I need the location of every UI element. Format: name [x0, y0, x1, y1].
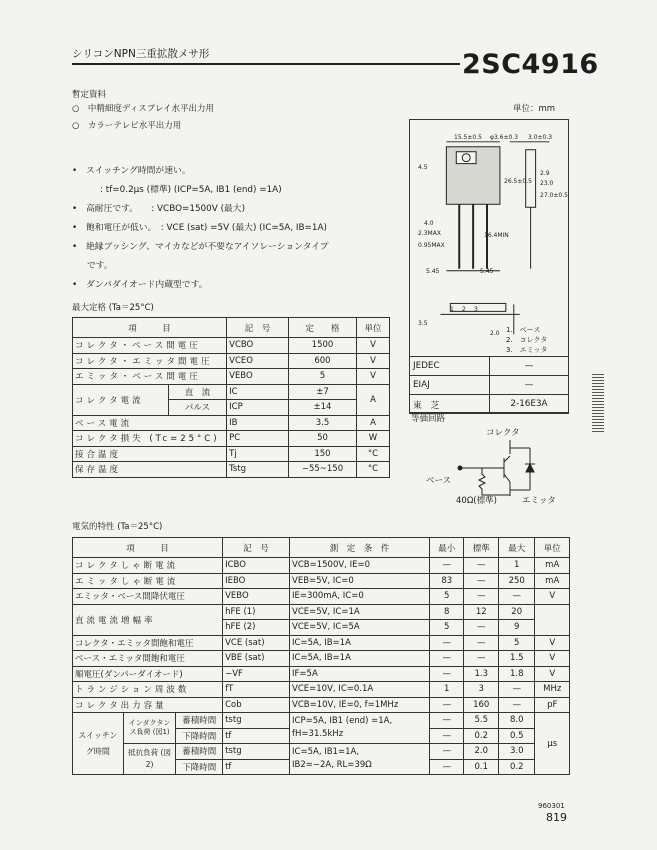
table-cell: 3	[464, 682, 498, 698]
table-row	[73, 651, 570, 667]
table-cell: コレクタ・ベース間電圧	[73, 338, 227, 354]
table-cell: 8.0	[498, 713, 535, 729]
base-label: ベース	[426, 476, 452, 486]
table-cell: —	[464, 620, 498, 636]
table-cell: インダクタンス負荷 (図1)	[123, 713, 176, 744]
table-cell: 蓄積時間	[176, 744, 223, 760]
dim-label: 5.45	[480, 268, 494, 275]
feature-item: • ダンパダイオード内蔵型です。	[72, 280, 208, 290]
date-code: 960301	[538, 802, 565, 810]
margin-index-mark	[592, 372, 604, 432]
table-cell: エミッタしゃ断電流	[73, 573, 223, 589]
table-cell: エミッタ・ベース間降伏電圧	[73, 589, 223, 605]
table-cell: IB	[227, 415, 289, 431]
table-cell: VCE (sat)	[223, 635, 290, 651]
table-cell: 5	[430, 620, 464, 636]
table-cell: 直流電流増幅率	[73, 604, 223, 635]
table-row	[73, 697, 570, 713]
table-header-row	[73, 538, 570, 558]
table-cell: —	[430, 558, 464, 574]
table-cell: 順電圧(ダンパーダイオード)	[73, 666, 223, 682]
table-cell: 600	[288, 353, 356, 369]
table-cell: VCE=5V, IC=5A	[290, 620, 430, 636]
table-cell: —	[430, 713, 464, 729]
table-cell: —	[498, 682, 535, 698]
dim-label: 16.4MIN	[484, 232, 509, 239]
device-category: シリコンNPN三重拡散メサ形	[72, 48, 210, 60]
table-cell: EIAJ	[410, 376, 490, 395]
table-cell: トランジション周波数	[73, 682, 223, 698]
table-cell: V	[535, 666, 570, 682]
table-row	[73, 604, 570, 620]
table-cell: エミッタ・ベース間電圧	[73, 369, 227, 385]
part-number: 2SC4916	[462, 49, 599, 80]
table-cell: 5	[288, 369, 356, 385]
condition-line: ICP=5A, IB1 (end) =1A,	[292, 716, 393, 726]
table-cell: −VF	[223, 666, 290, 682]
collector-label: コレクタ	[486, 428, 520, 438]
table-cell: —	[430, 728, 464, 744]
table-cell: 1	[430, 682, 464, 698]
table-row	[73, 338, 390, 354]
dim-label: 3.0±0.3	[528, 134, 553, 141]
table-cell: ±7	[288, 384, 356, 400]
table-row	[410, 395, 569, 414]
table-row	[73, 353, 390, 369]
table-cell: 東 芝	[410, 395, 490, 414]
pin-number: 1	[450, 306, 454, 313]
dim-label: 5.45	[426, 268, 440, 275]
table-cell: °C	[356, 462, 389, 478]
table-cell: 蓄積時間	[176, 713, 223, 729]
feature-item: • スイッチング時間が速い。	[72, 166, 191, 176]
table-cell: 5	[498, 635, 535, 651]
table-row	[73, 713, 570, 729]
table-row	[73, 415, 390, 431]
table-cell: 160	[464, 697, 498, 713]
dim-label: 27.0±0.5	[540, 192, 568, 199]
col-header: 標準	[464, 538, 498, 558]
table-cell: —	[430, 666, 464, 682]
application-2: ○ カラーテレビ水平出力用	[72, 121, 182, 131]
table-cell: 直 流	[168, 384, 226, 400]
feature-item: • 絶縁ブッシング、マイカなどが不要なアイソレーションタイプ	[72, 242, 329, 252]
feature-item: • 飽和電圧が低い。 : VCE (sat) =5V (最大) (IC=5A, IB=1A)	[72, 223, 327, 233]
table-cell: 150	[288, 446, 356, 462]
table-cell: V	[356, 338, 389, 354]
table-cell: V	[356, 369, 389, 385]
table-cell: 抵抗負荷 (図2)	[123, 744, 176, 775]
dim-label: 2.3MAX	[418, 230, 441, 237]
table-cell: Tj	[227, 446, 289, 462]
table-cell: ベース・エミッタ間飽和電圧	[73, 651, 223, 667]
application-1: ○ 中精細度ディスプレイ水平出力用	[72, 104, 214, 114]
table-cell: 3.5	[288, 415, 356, 431]
table-cell: 8	[430, 604, 464, 620]
dim-label: φ3.6±0.3	[490, 134, 519, 141]
equivalent-circuit-title: 等価回路	[411, 414, 446, 424]
table-cell: VEBO	[227, 369, 289, 385]
emitter-label: エミッタ	[522, 496, 556, 506]
table-cell: 2.0	[464, 744, 498, 760]
table-cell: VBE (sat)	[223, 651, 290, 667]
dim-label: 2.9	[540, 170, 550, 177]
table-cell: ICP	[227, 400, 289, 416]
header-rule	[72, 63, 460, 65]
table-cell: 2-16E3A	[490, 395, 569, 414]
table-cell: —	[498, 589, 535, 605]
table-cell: Tstg	[227, 462, 289, 478]
electrical-title: 電気的特性 (Ta＝25°C)	[72, 522, 163, 532]
table-cell: tf	[223, 728, 290, 744]
table-cell: 50	[288, 431, 356, 447]
table-cell: ±14	[288, 400, 356, 416]
table-cell	[535, 604, 570, 635]
table-cell: 1.3	[464, 666, 498, 682]
col-header: 最小	[430, 538, 464, 558]
table-cell: コレクタ電流	[73, 384, 169, 415]
dim-label: 3.5	[418, 320, 428, 327]
col-header: 項 目	[73, 318, 227, 338]
feature-item: • 高耐圧です。 : VCBO=1500V (最大)	[72, 204, 246, 214]
pin-label: 1. ベース	[506, 326, 541, 334]
table-cell: —	[464, 651, 498, 667]
table-cell: VEB=5V, IC=0	[290, 573, 430, 589]
resistor-label: 40Ω(標準)	[456, 496, 497, 506]
col-header: 記 号	[223, 538, 290, 558]
table-cell: 3.0	[498, 744, 535, 760]
table-cell: 下降時間	[176, 728, 223, 744]
table-cell: mA	[535, 573, 570, 589]
table-cell: tstg	[223, 713, 290, 729]
dim-label: 0.95MAX	[418, 242, 445, 249]
table-cell: Cob	[223, 697, 290, 713]
pin-number: 2	[462, 306, 466, 313]
pin-number: 3	[474, 306, 478, 313]
max-ratings-table	[72, 317, 390, 478]
table-row	[73, 369, 390, 385]
table-cell: —	[430, 759, 464, 775]
table-row	[410, 357, 569, 376]
table-cell: —	[490, 357, 569, 376]
table-cell: IF=5A	[290, 666, 430, 682]
table-cell: °C	[356, 446, 389, 462]
table-cell: VCBO	[227, 338, 289, 354]
table-cell: コレクタ・エミッタ間電圧	[73, 353, 227, 369]
table-cell: —	[430, 744, 464, 760]
table-cell: V	[356, 353, 389, 369]
table-cell: V	[535, 651, 570, 667]
table-cell: IC	[227, 384, 289, 400]
table-row	[73, 744, 570, 760]
table-cell: コレクタ損失 (Tc=25°C)	[73, 431, 227, 447]
col-header: 定 格	[288, 318, 356, 338]
table-cell: スイッチング時間	[73, 713, 124, 775]
table-cell: —	[464, 589, 498, 605]
table-cell: 12	[464, 604, 498, 620]
table-cell	[290, 744, 430, 775]
dim-label: 26.5±0.5	[504, 178, 532, 185]
table-cell: —	[464, 573, 498, 589]
table-cell: 1.8	[498, 666, 535, 682]
table-cell: コレクタしゃ断電流	[73, 558, 223, 574]
table-row	[73, 558, 570, 574]
table-row	[73, 666, 570, 682]
table-cell: 保存温度	[73, 462, 227, 478]
col-header: 記 号	[227, 318, 289, 338]
table-row	[73, 573, 570, 589]
table-cell: W	[356, 431, 389, 447]
table-cell: —	[490, 376, 569, 395]
table-cell: IE=300mA, IC=0	[290, 589, 430, 605]
dim-label: 4.0	[424, 220, 434, 227]
table-cell: パルス	[168, 400, 226, 416]
table-cell: VCB=10V, IE=0, f=1MHz	[290, 697, 430, 713]
table-cell: MHz	[535, 682, 570, 698]
table-cell: —	[430, 697, 464, 713]
table-header-row	[73, 318, 390, 338]
table-cell: A	[356, 415, 389, 431]
table-cell: 下降時間	[176, 759, 223, 775]
col-header: 単位	[535, 538, 570, 558]
table-row	[410, 376, 569, 395]
table-cell: コレクタ出力容量	[73, 697, 223, 713]
table-cell: 1500	[288, 338, 356, 354]
dim-label: 15.5±0.5	[454, 134, 482, 141]
table-cell: VCE=5V, IC=1A	[290, 604, 430, 620]
table-cell: mA	[535, 558, 570, 574]
table-cell: —	[464, 635, 498, 651]
table-cell: 83	[430, 573, 464, 589]
feature-item: : tf=0.2μs (標準) (ICP=5A, IB1 (end) =1A)	[100, 185, 282, 195]
table-cell: コレクタ・エミッタ間飽和電圧	[73, 635, 223, 651]
table-row	[73, 589, 570, 605]
dim-label: 2.0	[490, 330, 500, 337]
table-cell: VCE=10V, IC=0.1A	[290, 682, 430, 698]
table-cell: A	[356, 384, 389, 415]
table-cell: 0.2	[498, 759, 535, 775]
table-row	[73, 682, 570, 698]
table-cell: —	[464, 558, 498, 574]
intro-block	[72, 88, 214, 133]
table-row	[73, 446, 390, 462]
table-row	[73, 462, 390, 478]
feature-item: です。	[87, 261, 113, 271]
table-cell: IEBO	[223, 573, 290, 589]
table-cell: −55~150	[288, 462, 356, 478]
table-cell: VCEO	[227, 353, 289, 369]
electrical-table	[72, 537, 570, 775]
table-cell: —	[430, 635, 464, 651]
max-ratings-title: 最大定格 (Ta＝25°C)	[72, 303, 154, 313]
dim-label: 23.0	[540, 180, 554, 187]
table-cell: 0.5	[498, 728, 535, 744]
table-cell: 0.2	[464, 728, 498, 744]
pin-label: 3. エミッタ	[506, 346, 548, 354]
table-row	[73, 384, 390, 400]
table-cell: 0.1	[464, 759, 498, 775]
table-cell: pF	[535, 697, 570, 713]
table-cell: ICBO	[223, 558, 290, 574]
pin-legend	[506, 325, 548, 355]
package-standards-table	[409, 356, 569, 414]
table-cell: 1	[498, 558, 535, 574]
table-cell	[290, 713, 430, 744]
table-cell: μs	[535, 713, 570, 775]
table-cell: IC=5A, IB=1A	[290, 651, 430, 667]
condition-line: fH=31.5kHz	[292, 729, 344, 739]
page-number: 819	[546, 811, 567, 824]
table-cell: IC=5A, IB=1A	[290, 635, 430, 651]
provisional-label: 暫定資料	[72, 90, 107, 100]
dim-label: 4.5	[418, 164, 428, 171]
unit-label: 単位：mm	[513, 104, 556, 114]
table-cell: V	[535, 589, 570, 605]
table-cell: 接合温度	[73, 446, 227, 462]
table-cell: JEDEC	[410, 357, 490, 376]
table-cell: 5.5	[464, 713, 498, 729]
table-cell: ベース電流	[73, 415, 227, 431]
table-cell: tf	[223, 759, 290, 775]
table-cell: 20	[498, 604, 535, 620]
table-cell: V	[535, 635, 570, 651]
features-list	[72, 162, 402, 295]
col-header: 項 目	[73, 538, 223, 558]
equivalent-circuit	[426, 426, 570, 510]
table-cell: VEBO	[223, 589, 290, 605]
col-header: 測 定 条 件	[290, 538, 430, 558]
table-cell: fT	[223, 682, 290, 698]
table-cell: 1.5	[498, 651, 535, 667]
table-cell: hFE (1)	[223, 604, 290, 620]
col-header: 単位	[356, 318, 389, 338]
table-cell: —	[430, 651, 464, 667]
table-cell: 9	[498, 620, 535, 636]
table-cell: 250	[498, 573, 535, 589]
table-row	[73, 431, 390, 447]
table-cell: PC	[227, 431, 289, 447]
col-header: 最大	[498, 538, 535, 558]
pin-label: 2. コレクタ	[506, 336, 548, 344]
table-row	[73, 635, 570, 651]
condition-line: IB2=−2A, RL=39Ω	[292, 760, 372, 770]
condition-line: IC=5A, IB1=1A,	[292, 747, 360, 757]
table-cell: VCB=1500V, IE=0	[290, 558, 430, 574]
table-cell: 5	[430, 589, 464, 605]
table-cell: hFE (2)	[223, 620, 290, 636]
table-cell: —	[498, 697, 535, 713]
table-cell: tstg	[223, 744, 290, 760]
